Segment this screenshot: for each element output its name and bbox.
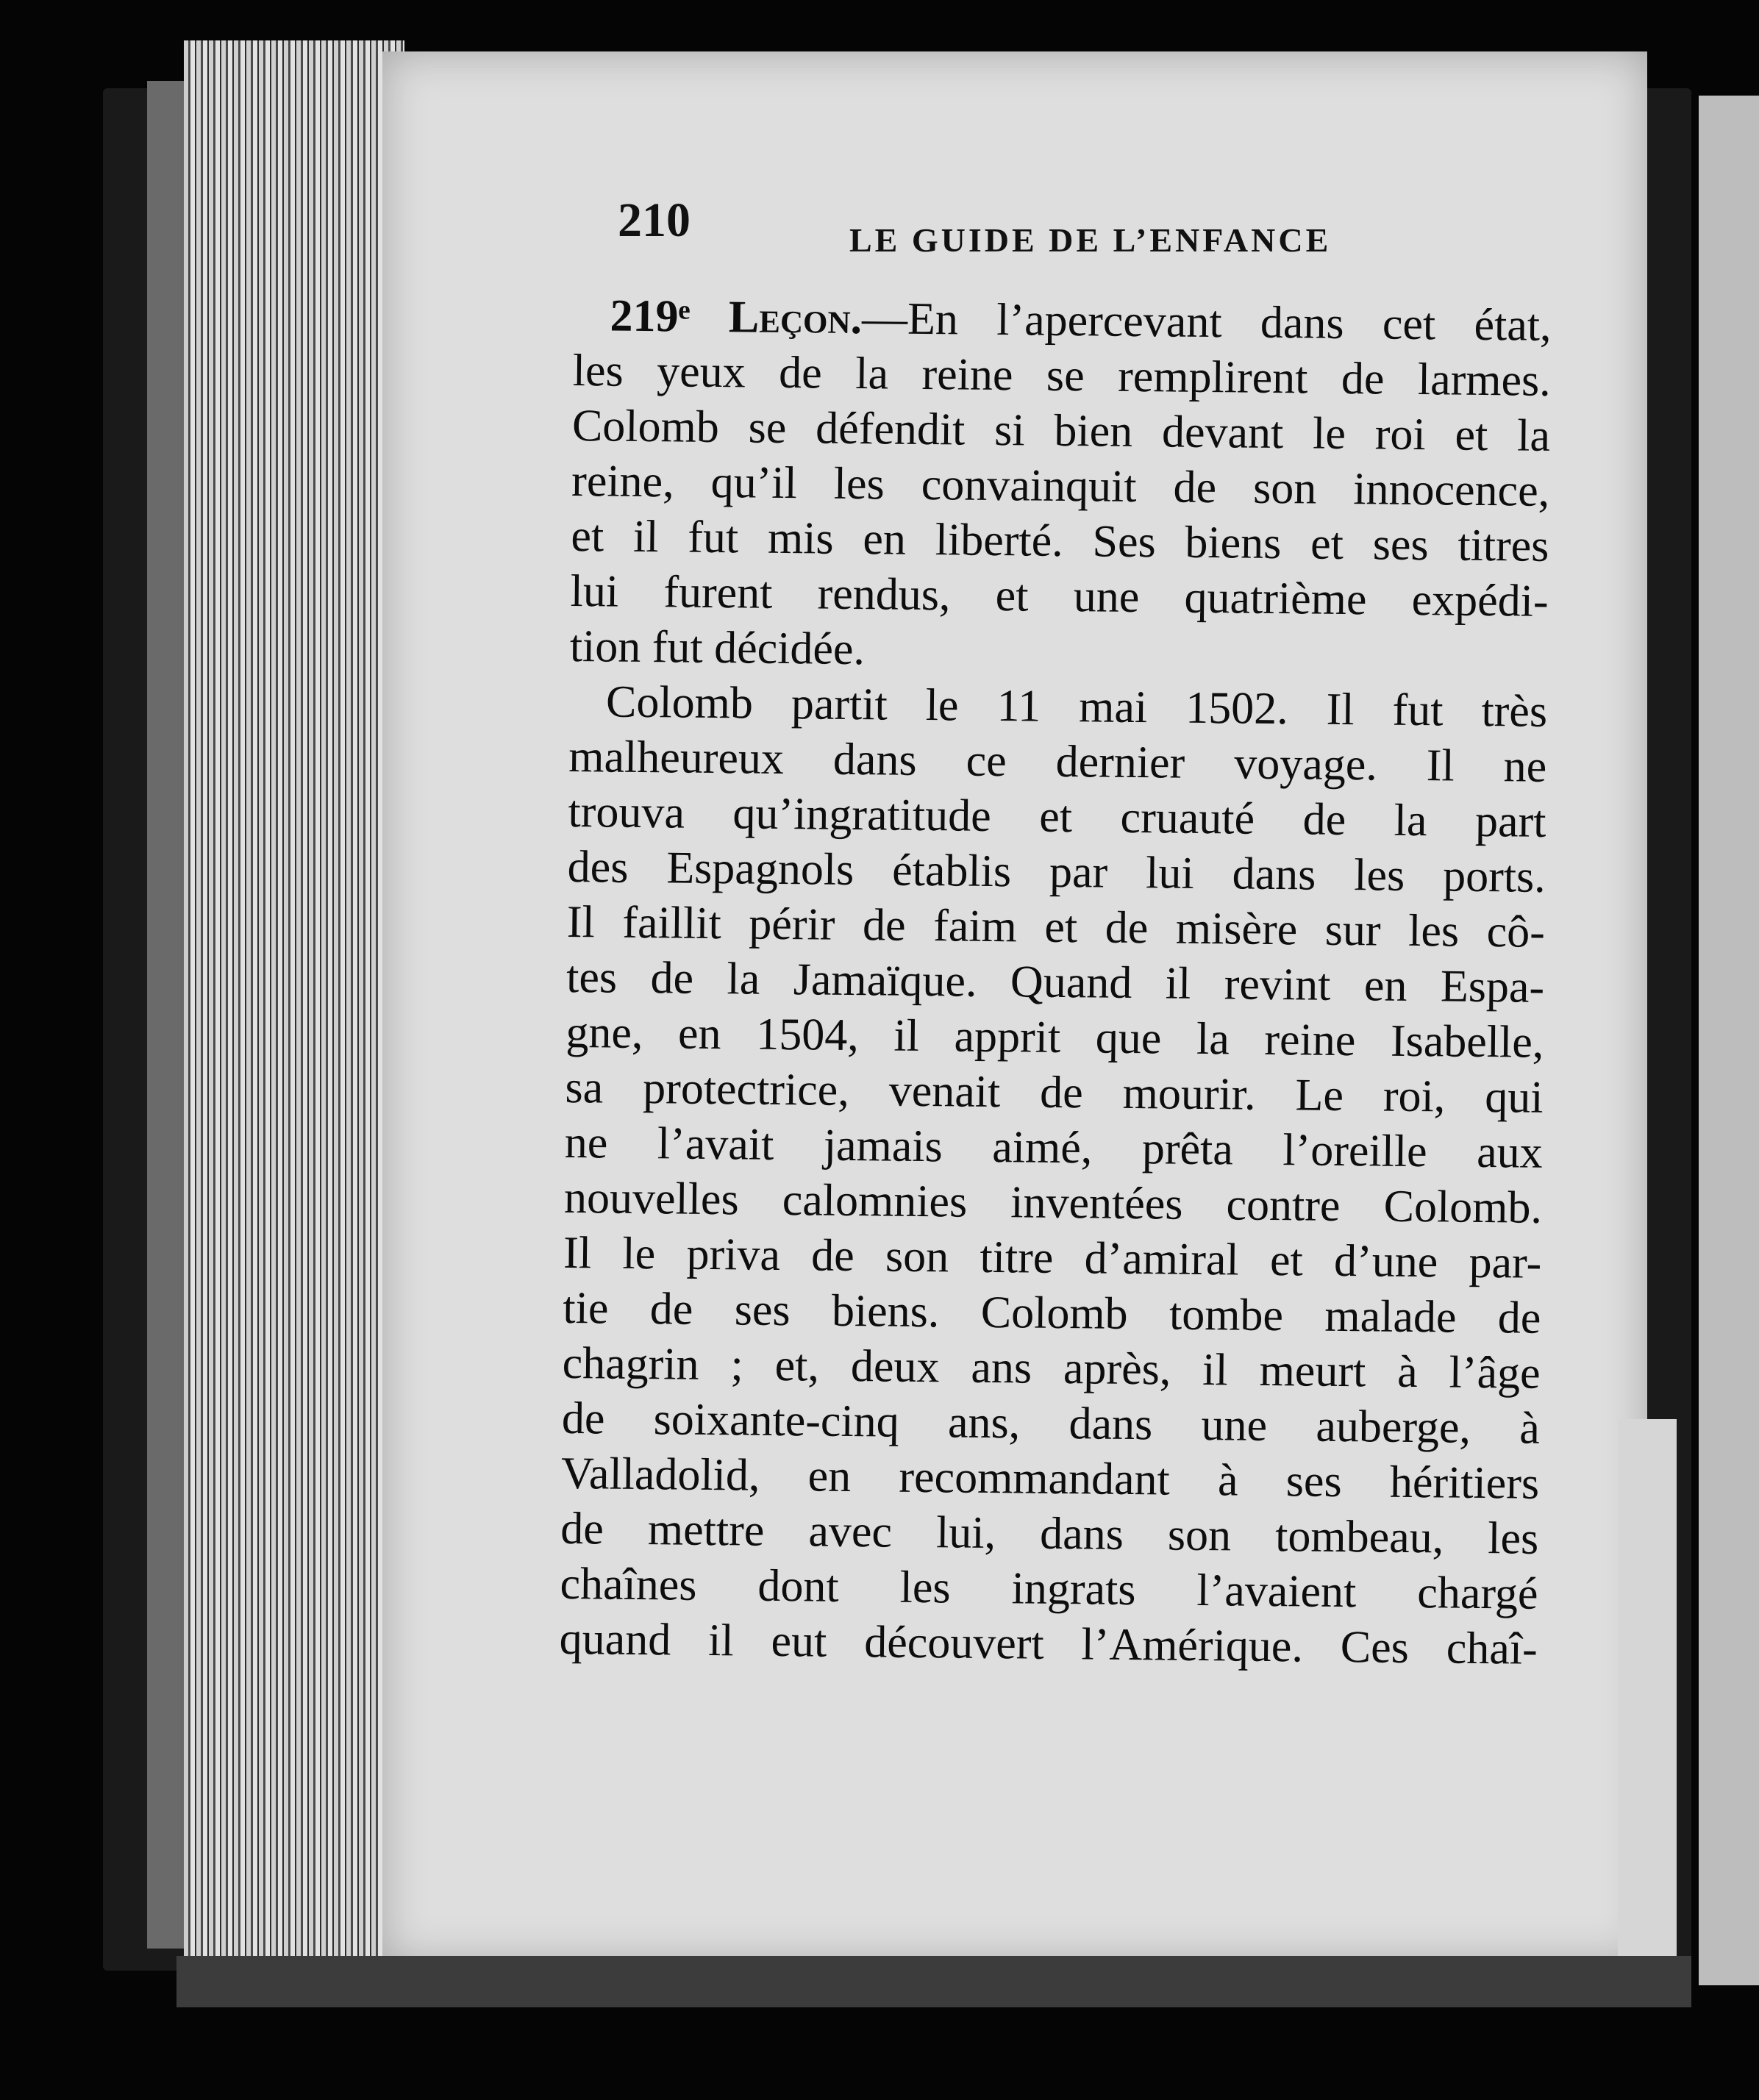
text-line: Il faillit périr de faim et de misère sur les cô-	[566, 896, 1546, 957]
text-line: Colomb partit le 11 mai 1502. Il fut très	[605, 676, 1548, 737]
text-line: et il fut mis en liberté. Ses biens et ses titres	[571, 510, 1549, 571]
page-edges-stack	[184, 40, 404, 1967]
text-line: chagrin ; et, deux ans après, il meurt à l’âge	[562, 1338, 1541, 1399]
next-page-sliver	[1699, 96, 1759, 1985]
text-line: les yeux de la reine se remplirent de larmes.	[572, 345, 1552, 406]
text-line: sa protectrice, venait de mourir. Le roi, qui	[565, 1062, 1544, 1123]
page-number: 210	[618, 193, 691, 247]
text-line: tes de la Jamaïque. Quand il revint en Espa-	[565, 951, 1545, 1013]
lesson-label: Leçon.	[728, 292, 863, 344]
lesson-heading-line	[573, 288, 1552, 354]
text-line: de mettre avec lui, dans son tombeau, les	[560, 1503, 1539, 1564]
text-line: de soixante-cinq ans, dans une auberge, à	[561, 1393, 1541, 1454]
text-line: Colomb se défendit si bien devant le roi et la	[571, 400, 1551, 461]
text-line: tie de ses biens. Colomb tombe malade de	[563, 1282, 1541, 1343]
text-line: tion fut décidée.	[569, 621, 866, 675]
text-line: Il le priva de son titre d’amiral et d’une par-	[563, 1227, 1542, 1288]
text-line: quand il eut découvert l’Amérique. Ces chaî-	[559, 1613, 1538, 1674]
text-line: gne, en 1504, il apprit que la reine Isabelle,	[565, 1007, 1544, 1068]
text-line: reine, qu’il les convainquit de son innocence,	[571, 455, 1550, 516]
text-line: —En l’apercevant dans cet état,	[861, 293, 1552, 351]
text-line: lui furent rendus, et une quatrième expédi-	[570, 565, 1549, 626]
text-line: chaînes dont les ingrats l’avaient chargé	[560, 1558, 1538, 1619]
text-line: ne l’avait jamais aimé, prêta l’oreille aux	[564, 1117, 1544, 1178]
page-torn-corner	[1618, 1419, 1677, 1963]
text-line: des Espagnols établis par lui dans les ports.	[567, 841, 1546, 902]
running-title: LE GUIDE DE L’ENFANCE	[849, 221, 1332, 259]
text-line: trouva qu’ingratitude et cruauté de la part	[568, 786, 1546, 847]
text-line: malheureux dans ce dernier voyage. Il ne	[568, 731, 1547, 792]
book-bottom-edge	[176, 1956, 1691, 2007]
lesson-number: 219ᵉ	[610, 290, 691, 342]
text-line: Valladolid, en recommandant à ses héritiers	[560, 1448, 1540, 1509]
body-text	[559, 288, 1552, 1677]
text-line: nouvelles calomnies inventées contre Colomb.	[563, 1172, 1543, 1233]
